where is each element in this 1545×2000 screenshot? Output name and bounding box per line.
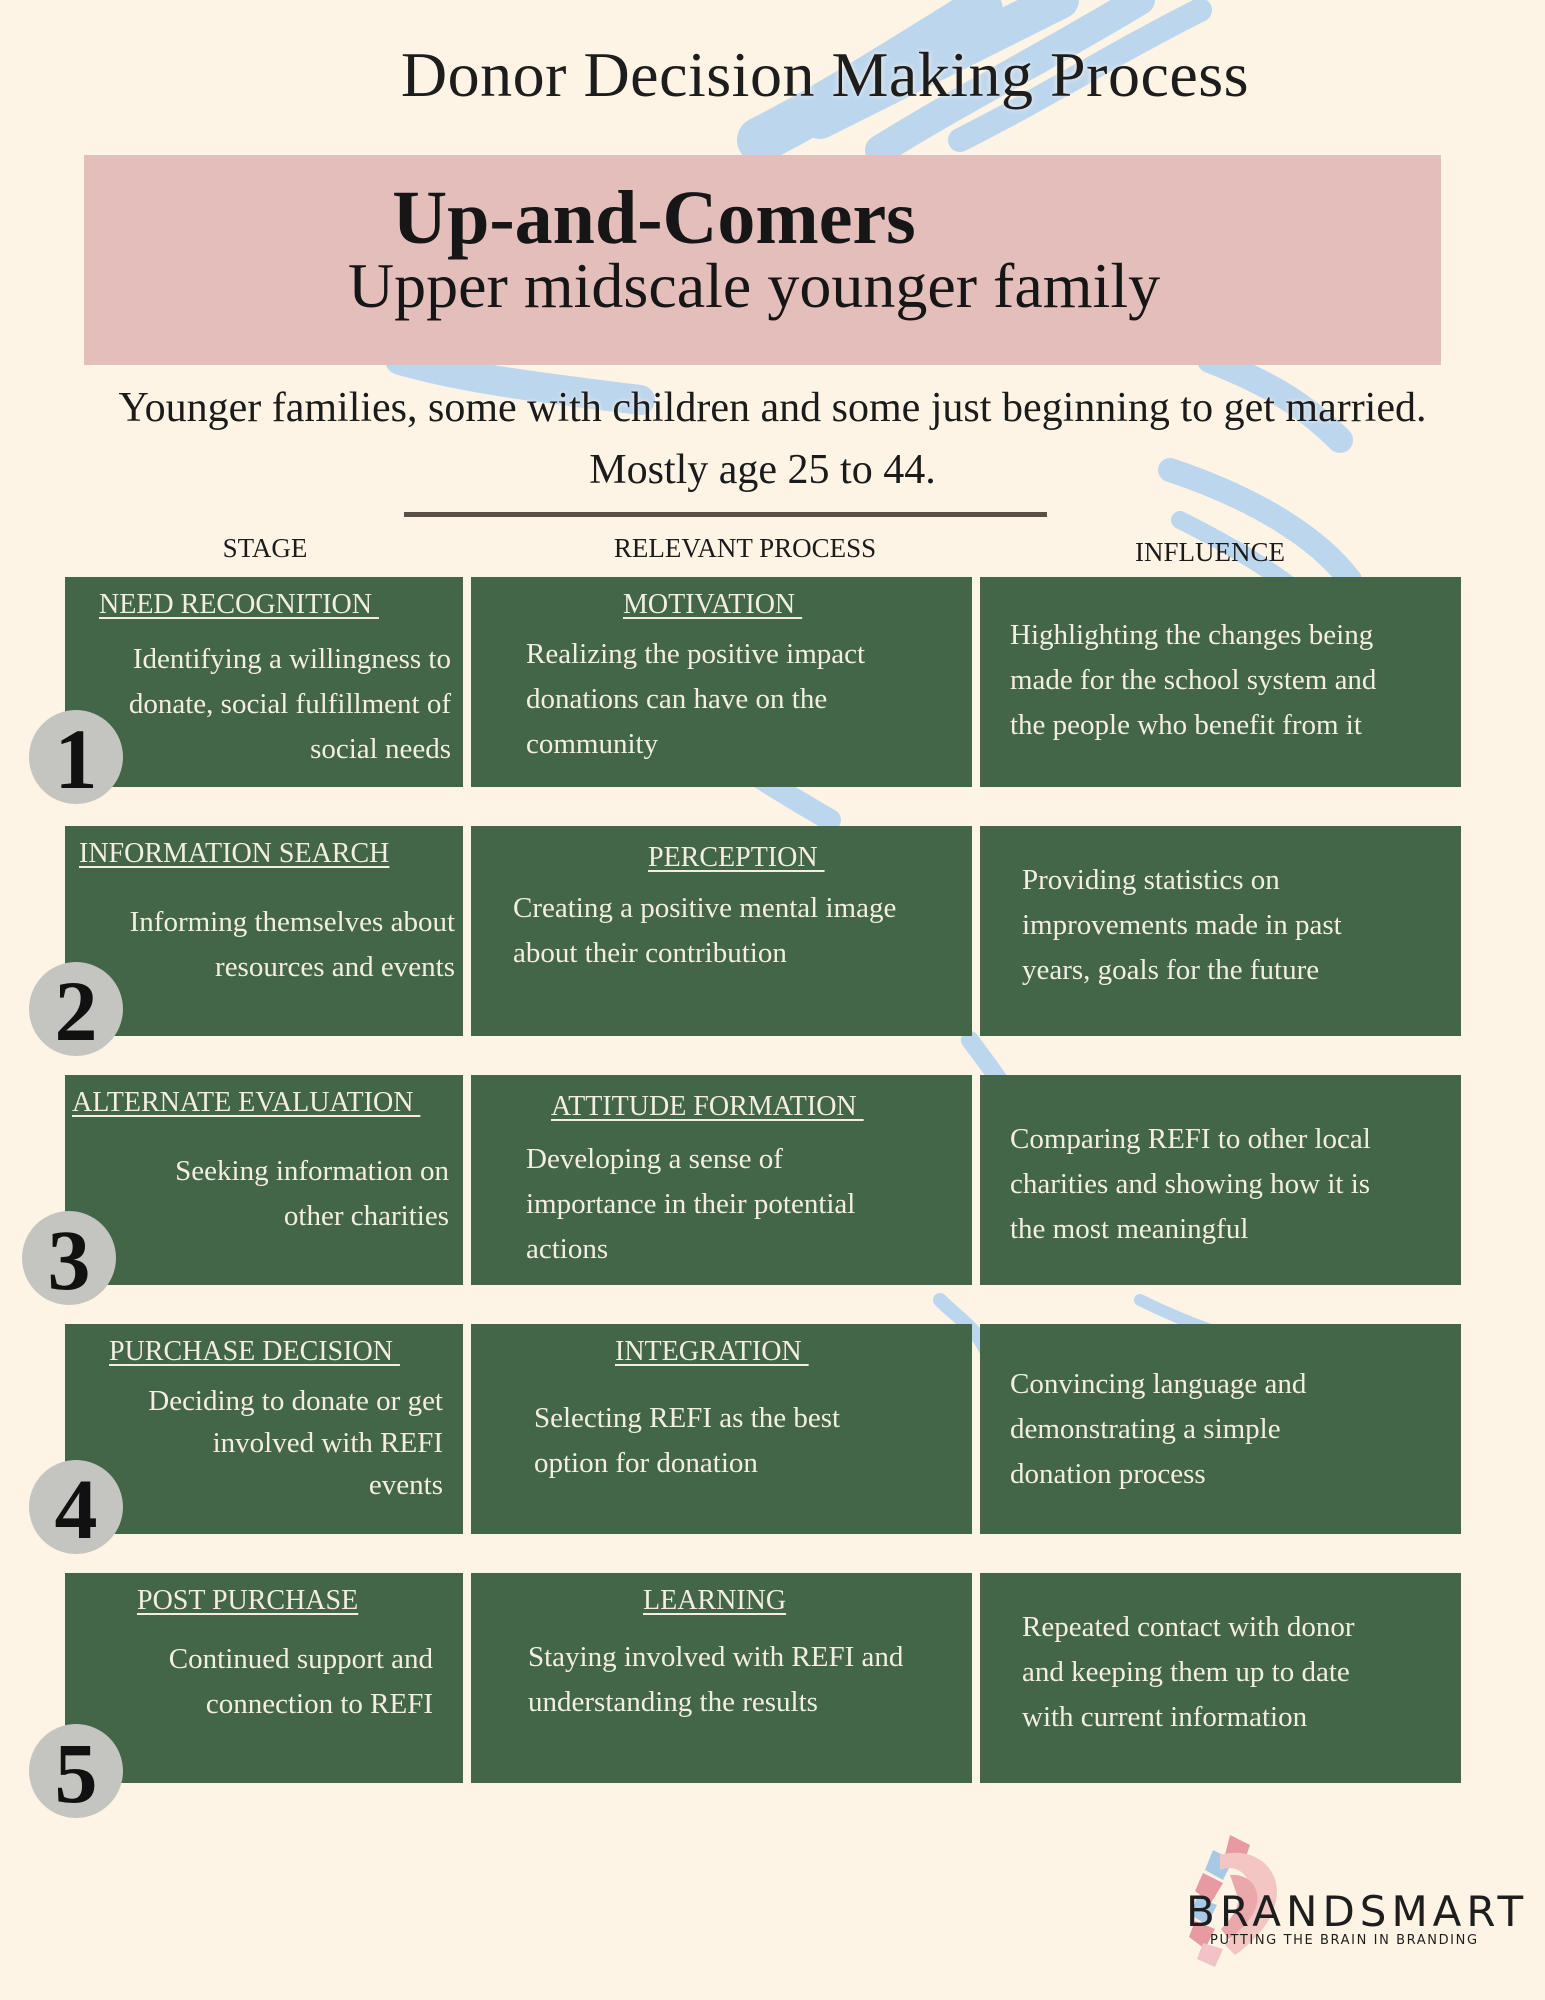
- stage-title: ALTERNATE EVALUATION: [72, 1087, 421, 1118]
- segment-description-line2: Mostly age 25 to 44.: [589, 447, 936, 493]
- influence-cell: [980, 826, 1461, 1036]
- logo-tagline: PUTTING THE BRAIN IN BRANDING: [1210, 1933, 1479, 1948]
- process-description: Developing a sense of importance in their potential actions: [526, 1143, 856, 1265]
- influence-cell: [980, 1573, 1461, 1783]
- logo-wordmark: BRANDSMART: [1186, 1887, 1529, 1936]
- process-title: ATTITUDE FORMATION: [551, 1091, 864, 1122]
- column-header-process: RELEVANT PROCESS: [613, 533, 877, 563]
- process-cell: [471, 577, 972, 787]
- stage-description: Deciding to donate or get involved with REFI events: [148, 1385, 443, 1501]
- stage-number-badge: 5: [29, 1724, 123, 1818]
- influence-cell: [980, 577, 1461, 787]
- stage-title: POST PURCHASE: [137, 1585, 359, 1616]
- stage-title: INFORMATION SEARCH: [79, 838, 390, 869]
- process-description: Staying involved with REFI and understanding the results: [528, 1641, 904, 1718]
- column-header-influence: INFLUENCE: [1135, 537, 1285, 567]
- process-title: MOTIVATION: [623, 589, 803, 620]
- stage-description: Seeking information on other charities: [175, 1155, 449, 1232]
- influence-description: Convincing language and demonstrating a simple donation process: [1010, 1368, 1307, 1490]
- influence-cell: [980, 1324, 1461, 1534]
- process-description: Selecting REFI as the best option for donation: [534, 1402, 841, 1479]
- process-description: Realizing the positive impact donations can have on the community: [526, 638, 866, 760]
- stage-description: Informing themselves about resources and events: [129, 906, 455, 983]
- influence-description: Providing statistics on improvements made in past years, goals for the future: [1022, 864, 1342, 986]
- stage-number-badge: 4: [29, 1460, 123, 1554]
- stage-cell: [65, 1324, 463, 1534]
- stage-number-badge: 2: [29, 962, 123, 1056]
- stage-title: PURCHASE DECISION: [109, 1336, 400, 1367]
- influence-description: Repeated contact with donor and keeping them up to date with current information: [1022, 1611, 1355, 1733]
- stage-description: Continued support and connection to REFI: [168, 1643, 433, 1720]
- process-title: PERCEPTION: [648, 842, 825, 873]
- stage-cell: [65, 1075, 463, 1285]
- process-title: INTEGRATION: [615, 1336, 809, 1367]
- influence-description: Comparing REFI to other local charities and showing how it is the most meaningful: [1010, 1123, 1371, 1245]
- process-cell: [471, 1075, 972, 1285]
- process-description: Creating a positive mental image about their contribution: [513, 892, 897, 969]
- influence-cell: [980, 1075, 1461, 1285]
- process-cell: [471, 1324, 972, 1534]
- divider: [404, 512, 1047, 517]
- process-cell: [471, 1573, 972, 1783]
- stage-cell: [65, 1573, 463, 1783]
- segment-title: Up-and-Comers: [392, 176, 916, 260]
- column-header-stage: STAGE: [222, 533, 308, 563]
- stage-description: Identifying a willingness to donate, social fulfillment of social needs: [128, 643, 451, 765]
- stage-cell: [65, 826, 463, 1036]
- stage-number-badge: 1: [29, 710, 123, 804]
- segment-subtitle: Upper midscale younger family: [347, 250, 1161, 321]
- stage-number-badge: 3: [22, 1211, 116, 1305]
- process-title: LEARNING: [643, 1585, 787, 1616]
- segment-description-line1: Younger families, some with children and some just beginning to get married.: [118, 385, 1427, 431]
- segment-banner: [84, 155, 1441, 365]
- influence-description: Highlighting the changes being made for the school system and the people who benefit from it: [1010, 619, 1377, 741]
- page-title: Donor Decision Making Process: [400, 39, 1250, 110]
- stage-cell: [65, 577, 463, 787]
- process-cell: [471, 826, 972, 1036]
- stage-title: NEED RECOGNITION: [99, 589, 379, 620]
